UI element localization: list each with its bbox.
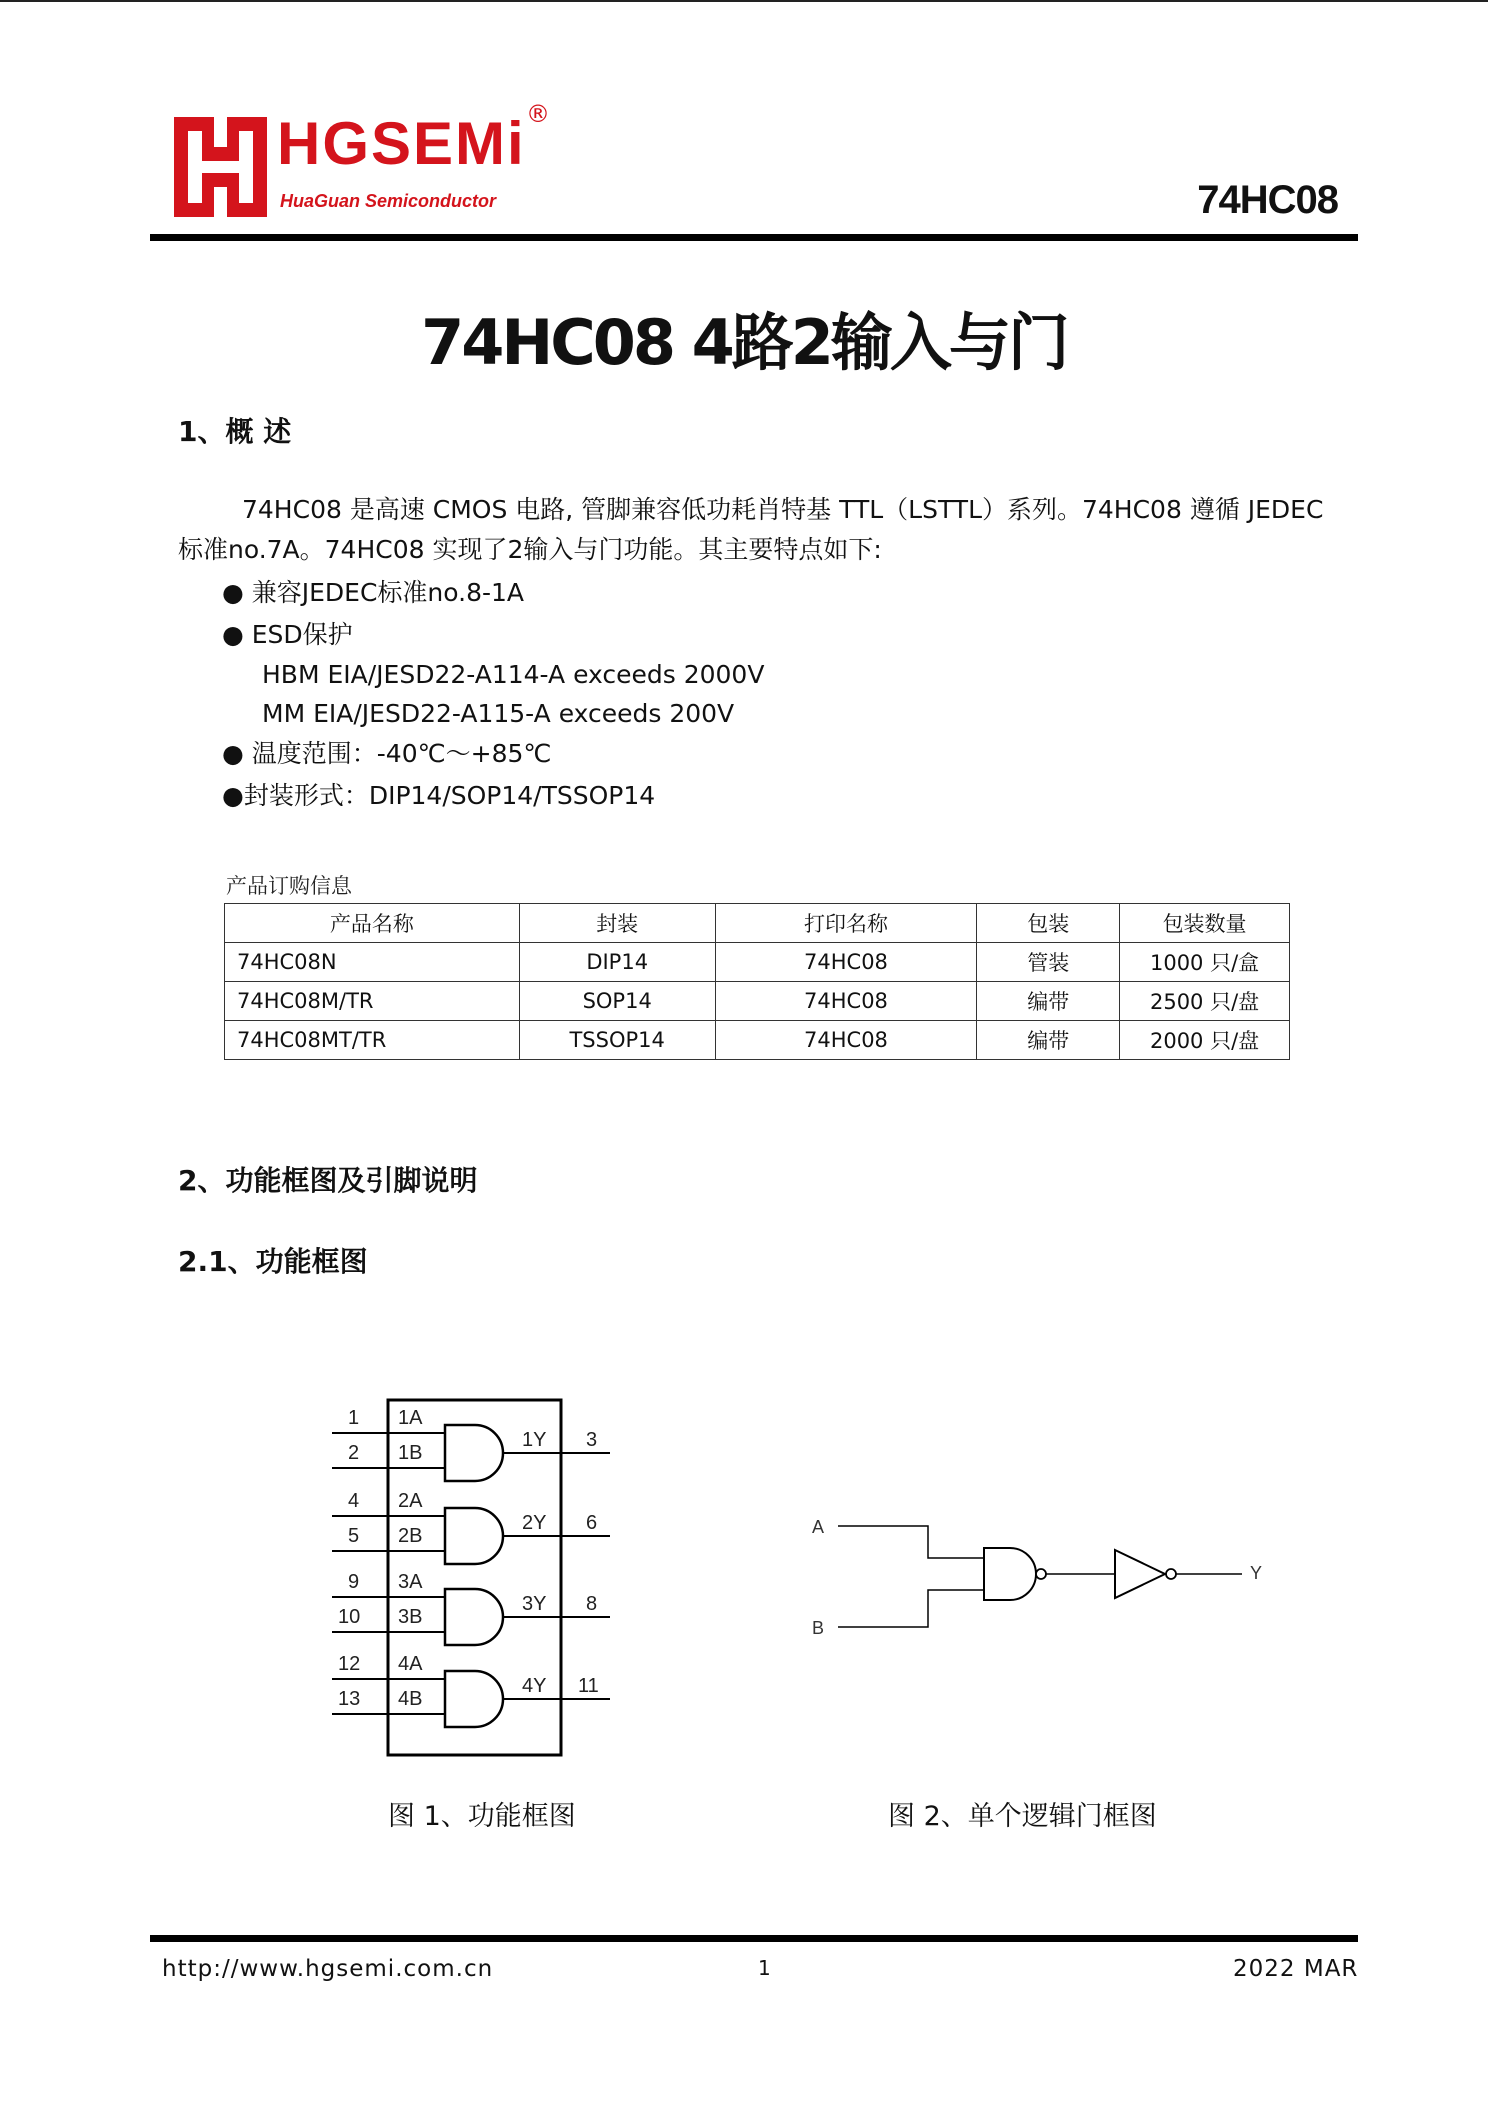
single-gate-diagram bbox=[800, 1500, 1280, 1660]
pin-label: 1Y bbox=[522, 1429, 547, 1451]
table-cell: 74HC08 bbox=[715, 982, 977, 1021]
logo-subtitle: HuaGuan Semiconductor bbox=[280, 191, 497, 211]
table-cell: 74HC08 bbox=[715, 943, 977, 982]
section-2-1-heading: 2.1、功能框图 bbox=[178, 1245, 368, 1278]
table-cell: 2500 只/盘 bbox=[1120, 982, 1290, 1021]
section-1-heading: 1、概 述 bbox=[178, 415, 292, 448]
top-border bbox=[0, 0, 1488, 2]
overview-paragraph-line-1: 74HC08 是高速 CMOS 电路, 管脚兼容低功耗肖特基 TTL（LSTTL）系列。74HC08 遵循 JEDEC bbox=[242, 495, 1324, 524]
and-gate-4-symbol bbox=[445, 1671, 503, 1727]
pin-number: 6 bbox=[586, 1512, 598, 1534]
feature-bullet: ● ESD保护 bbox=[222, 620, 353, 649]
section-2-heading: 2、功能框图及引脚说明 bbox=[178, 1164, 478, 1197]
feature-sub-item: HBM EIA/JESD22-A114-A exceeds 2000V bbox=[262, 660, 765, 689]
pin-number: 8 bbox=[586, 1593, 598, 1615]
pin-label: 1B bbox=[398, 1442, 423, 1464]
table-header-cell: 包装 bbox=[977, 904, 1120, 943]
pin-label: 2B bbox=[398, 1525, 423, 1547]
pin-number: 3 bbox=[586, 1429, 598, 1451]
table-header-cell: 产品名称 bbox=[225, 904, 520, 943]
header-part-number: 74HC08 bbox=[1197, 178, 1338, 222]
logo-name: HGSEMi bbox=[277, 110, 526, 177]
table-cell: SOP14 bbox=[519, 982, 715, 1021]
pin-label: 4Y bbox=[522, 1675, 547, 1697]
and-gate-1-symbol bbox=[445, 1425, 503, 1481]
table-header-cell: 包装数量 bbox=[1120, 904, 1290, 943]
pin-label: 1A bbox=[398, 1407, 423, 1429]
pin-label: 4B bbox=[398, 1688, 423, 1710]
pin-number: 12 bbox=[338, 1653, 361, 1675]
table-header-row bbox=[225, 904, 1290, 943]
figure-2-caption: 图 2、单个逻辑门框图 bbox=[888, 1801, 1157, 1832]
pin-label: 3B bbox=[398, 1606, 423, 1628]
table-cell: 74HC08MT/TR bbox=[225, 1021, 520, 1060]
table-cell: 编带 bbox=[977, 1021, 1120, 1060]
document-title: 74HC08 4路2输入与门 bbox=[421, 306, 1067, 379]
hgsemi-logo-mark-icon bbox=[174, 117, 267, 217]
footer-website-link[interactable]: http://www.hgsemi.com.cn bbox=[162, 1956, 494, 1982]
pin-number: 10 bbox=[338, 1606, 361, 1628]
pin-label: 3A bbox=[398, 1571, 423, 1593]
table-cell: 2000 只/盘 bbox=[1120, 1021, 1290, 1060]
input-a-label: A bbox=[812, 1517, 825, 1537]
output-y-label: Y bbox=[1250, 1563, 1263, 1583]
pin-number: 5 bbox=[348, 1525, 360, 1547]
feature-sub-item: MM EIA/JESD22-A115-A exceeds 200V bbox=[262, 699, 735, 728]
footer-rule bbox=[150, 1935, 1358, 1942]
pin-label: 4A bbox=[398, 1653, 423, 1675]
pin-label: 2Y bbox=[522, 1512, 547, 1534]
overview-paragraph-line-2: 标准no.7A。74HC08 实现了2输入与门功能。其主要特点如下: bbox=[178, 535, 882, 564]
figure-1-caption: 图 1、功能框图 bbox=[388, 1801, 576, 1832]
inverter-symbol bbox=[1115, 1550, 1165, 1598]
table-header-cell: 打印名称 bbox=[715, 904, 977, 943]
table-cell: 74HC08N bbox=[225, 943, 520, 982]
table-cell: TSSOP14 bbox=[519, 1021, 715, 1060]
pin-number: 1 bbox=[348, 1407, 360, 1429]
company-logo bbox=[174, 102, 554, 222]
header-rule bbox=[150, 234, 1358, 241]
pin-label: 2A bbox=[398, 1490, 423, 1512]
pin-number: 2 bbox=[348, 1442, 360, 1464]
table-cell: 编带 bbox=[977, 982, 1120, 1021]
footer-date: 2022 MAR bbox=[1233, 1956, 1359, 1982]
pin-number: 13 bbox=[338, 1688, 361, 1710]
and-gate-3-symbol bbox=[445, 1589, 503, 1645]
feature-bullet: ● 兼容JEDEC标准no.8-1A bbox=[222, 578, 525, 607]
table-header-cell: 封装 bbox=[519, 904, 715, 943]
table-cell: DIP14 bbox=[519, 943, 715, 982]
order-table-caption: 产品订购信息 bbox=[226, 874, 352, 898]
table-row bbox=[225, 1021, 1290, 1060]
pin-number: 11 bbox=[578, 1675, 599, 1697]
and-gate-2-symbol bbox=[445, 1508, 503, 1564]
pin-number: 4 bbox=[348, 1490, 360, 1512]
registered-mark: ® bbox=[526, 100, 550, 128]
table-row bbox=[225, 982, 1290, 1021]
nand-gate-symbol bbox=[984, 1548, 1036, 1600]
order-table bbox=[224, 903, 1290, 1060]
table-cell: 1000 只/盒 bbox=[1120, 943, 1290, 982]
table-cell: 管装 bbox=[977, 943, 1120, 982]
pin-number: 9 bbox=[348, 1571, 360, 1593]
functional-block-diagram bbox=[320, 1395, 620, 1765]
table-cell: 74HC08M/TR bbox=[225, 982, 520, 1021]
feature-bullet: ● 温度范围：-40℃～+85℃ bbox=[222, 739, 552, 768]
page-number: 1 bbox=[758, 1956, 772, 1980]
table-cell: 74HC08 bbox=[715, 1021, 977, 1060]
table-row bbox=[225, 943, 1290, 982]
pin-label: 3Y bbox=[522, 1593, 547, 1615]
input-b-label: B bbox=[812, 1618, 825, 1638]
feature-bullet: ●封装形式：DIP14/SOP14/TSSOP14 bbox=[222, 781, 656, 810]
